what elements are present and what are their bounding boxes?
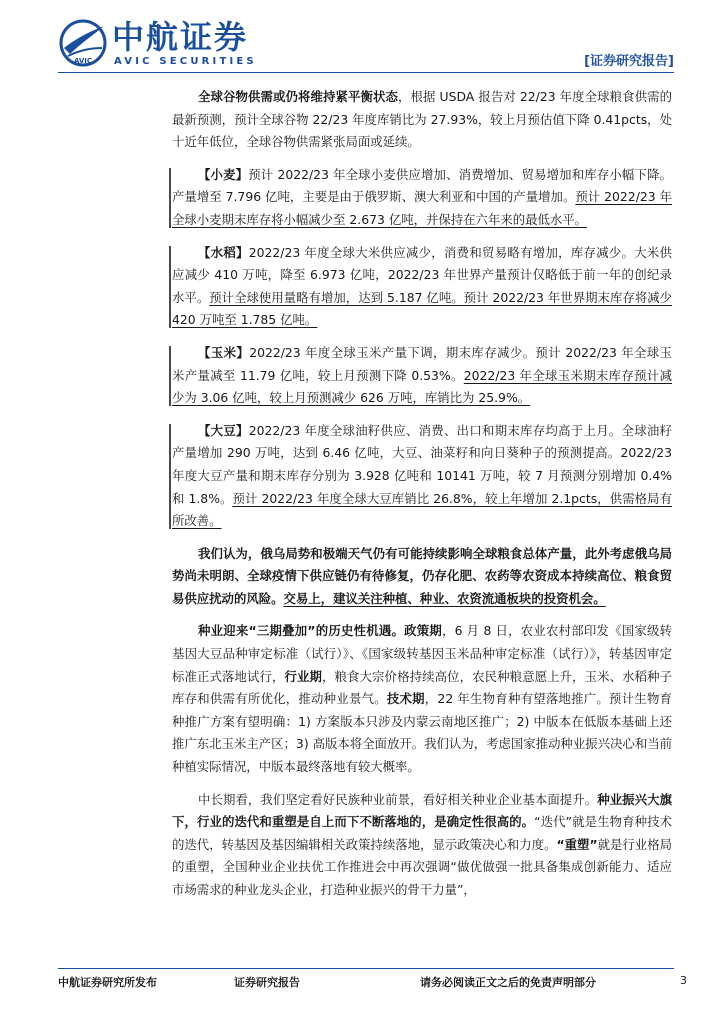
text-segment: ，6 月 8 日，农业农村部印发《国家级转基因大豆品种审定标准（试行）》、《国家级转基因玉米品种审定标准（试行）》，转基因审定标准正式落地试行， [172,623,672,684]
text-segment: ，根据 USDA 报告对 22/23 年度全球粮食供需的最新预测，预计全球谷物 22/23 年度库销比为 27.93%，较上月预估值下降 0.41pcts，处十近年低位，全球谷物供需紧张局面或延续。 [172,89,673,150]
paragraph-marker-bar [169,346,171,406]
footer-disclaimer: 请务必阅读正文之后的免责声明部分 [420,976,596,989]
text-segment: 技术期 [386,691,425,707]
report-body [172,86,672,912]
text-segment: 【水稻】 [198,244,249,260]
text-segment: 政策期 [404,623,442,639]
paragraph-marker-bar [169,168,171,228]
brand-name-en: AVIC SECURITIES [114,56,257,67]
paragraph-p3 [172,242,672,332]
text-segment: 2022/23 年度全球玉米产量下调，期末库存减少。预计 2022/23 年全球玉米产量减至 11.79 亿吨，较上月预测下降 0.53%。 [172,344,672,383]
footer-publisher: 中航证券研究所发布 [58,976,157,989]
paragraph-marker-bar [169,246,171,328]
text-segment: 种业迎来“三期叠加”的历史性机遇。 [198,623,405,639]
paragraph-marker-bar [169,424,171,529]
header-divider [58,72,674,73]
text-segment: ，粮食大宗价格持续高位，农民种粮意愿上升，玉米、水稻种子库存和供需有所优化，推动种业景气。 [172,668,673,707]
text-segment: 【玉米】 [198,344,250,360]
paragraph-p5 [172,420,672,533]
text-segment: 行业期 [284,668,323,684]
text-segment: 【小麦】 [198,166,249,182]
paragraph-p8 [172,789,672,902]
paragraph-p7 [172,620,672,778]
text-segment: 种业振兴大旗下，行业的迭代和重塑是自上而下不断落地的，是确定性很高的。 [172,791,673,830]
avic-logo-icon [58,18,108,68]
paragraph-p6 [172,543,672,611]
text-segment: 全球谷物供需或仍将维持紧平衡状态 [198,89,398,104]
report-type-tag: [证券研究报告] [584,54,674,69]
paragraph-p4 [172,342,672,410]
page-header [0,0,724,76]
paragraph-p2 [172,164,672,232]
text-segment: 2022/23 年度全球大米供应减少，消费和贸易略有增加，库存减少。大米供应减少 410 万吨，降至 6.973 亿吨，2022/23 年世界产量预计仅略低于前一年的创纪录水平。 [172,244,673,305]
text-segment: 交易上，建议关注种植、种业、农资流通板块的投资机会。 [283,590,606,606]
text-segment: 我们认为，俄乌局势和极端天气仍有可能持续影响全球粮食总体产量，此外考虑俄乌局势尚未明朗、全球疫情下供应链仍有待修复，仍存化肥、农药等农资成本持续高位、粮食贸易供应扰动的风险。 [172,545,672,606]
text-segment: 【大豆】 [198,422,249,438]
paragraph-p1 [172,86,672,154]
text-segment: 预计 2022/23 年度全球大豆库销比 26.8%，较上年增加 2.1pcts，供需格局有所改善。 [172,490,672,529]
text-segment: 就是行业格局的重塑，全国种业企业扶优工作推进会中再次强调“做优做强一批具备集成创新能力、适应市场需求的种业龙头企业，打造种业振兴的骨干力量”， [172,836,673,897]
text-segment: 2022/23 年全球玉米期末库存预计减少为 3.06 亿吨，较上月预测减少 626 万吨，库销比为 25.9%。 [172,367,672,406]
text-segment: 预计全球使用量略有增加，达到 5.187 亿吨。预计 2022/23 年世界期末库存将减少 420 万吨至 1.785 亿吨。 [172,289,673,328]
page-number: 3 [680,974,687,987]
text-segment: “重塑” [556,836,598,852]
text-segment: 预计 2022/23 年全球小麦期末库存将小幅减少至 2.673 亿吨，并保持在六年来的最低水平。 [172,189,672,227]
text-segment: ，22 年生物育种有望落地推广。预计生物育种推广方案有望明确：1) 方案版本只涉及内蒙云南地区推广；2) 中版本在低版本基础上还推广东北玉米主产区；3) 高版本将全面放开。我们认为，考虑国家推动种业振兴决心和当前种植实际情况，中版本最终落地有较大概率。 [172,691,673,775]
footer-doc-type: 证券研究报告 [234,976,300,989]
footer-divider [58,968,674,969]
text-segment: “迭代”就是生物育种技术的迭代，转基因及基因编辑相关政策持续落地，显示政策决心和力度。 [172,814,672,852]
text-segment: 2022/23 年度全球油籽供应、消费、出口和期末库存均高于上月。全球油籽产量增加 290 万吨，达到 6.46 亿吨，大豆、油菜籽和向日葵种子的预测提高。2022/23 年度大豆产量和期末库存分别为 3.928 亿吨和 10141 万吨，较 7 月预测分别增加 0.4%和 1.8%。 [172,422,673,506]
text-segment: 中长期看，我们坚定看好民族种业前景，看好相关种业企业基本面提升。 [198,791,598,807]
text-segment: 预计 2022/23 年全球小麦供应增加、消费增加、贸易增加和库存小幅下降。产量增至 7.796 亿吨，主要是由于俄罗斯、澳大利亚和中国的产量增加。 [172,166,673,205]
brand-name-cn: 中航证券 [112,18,249,56]
logo-text: AVIC [73,57,93,65]
